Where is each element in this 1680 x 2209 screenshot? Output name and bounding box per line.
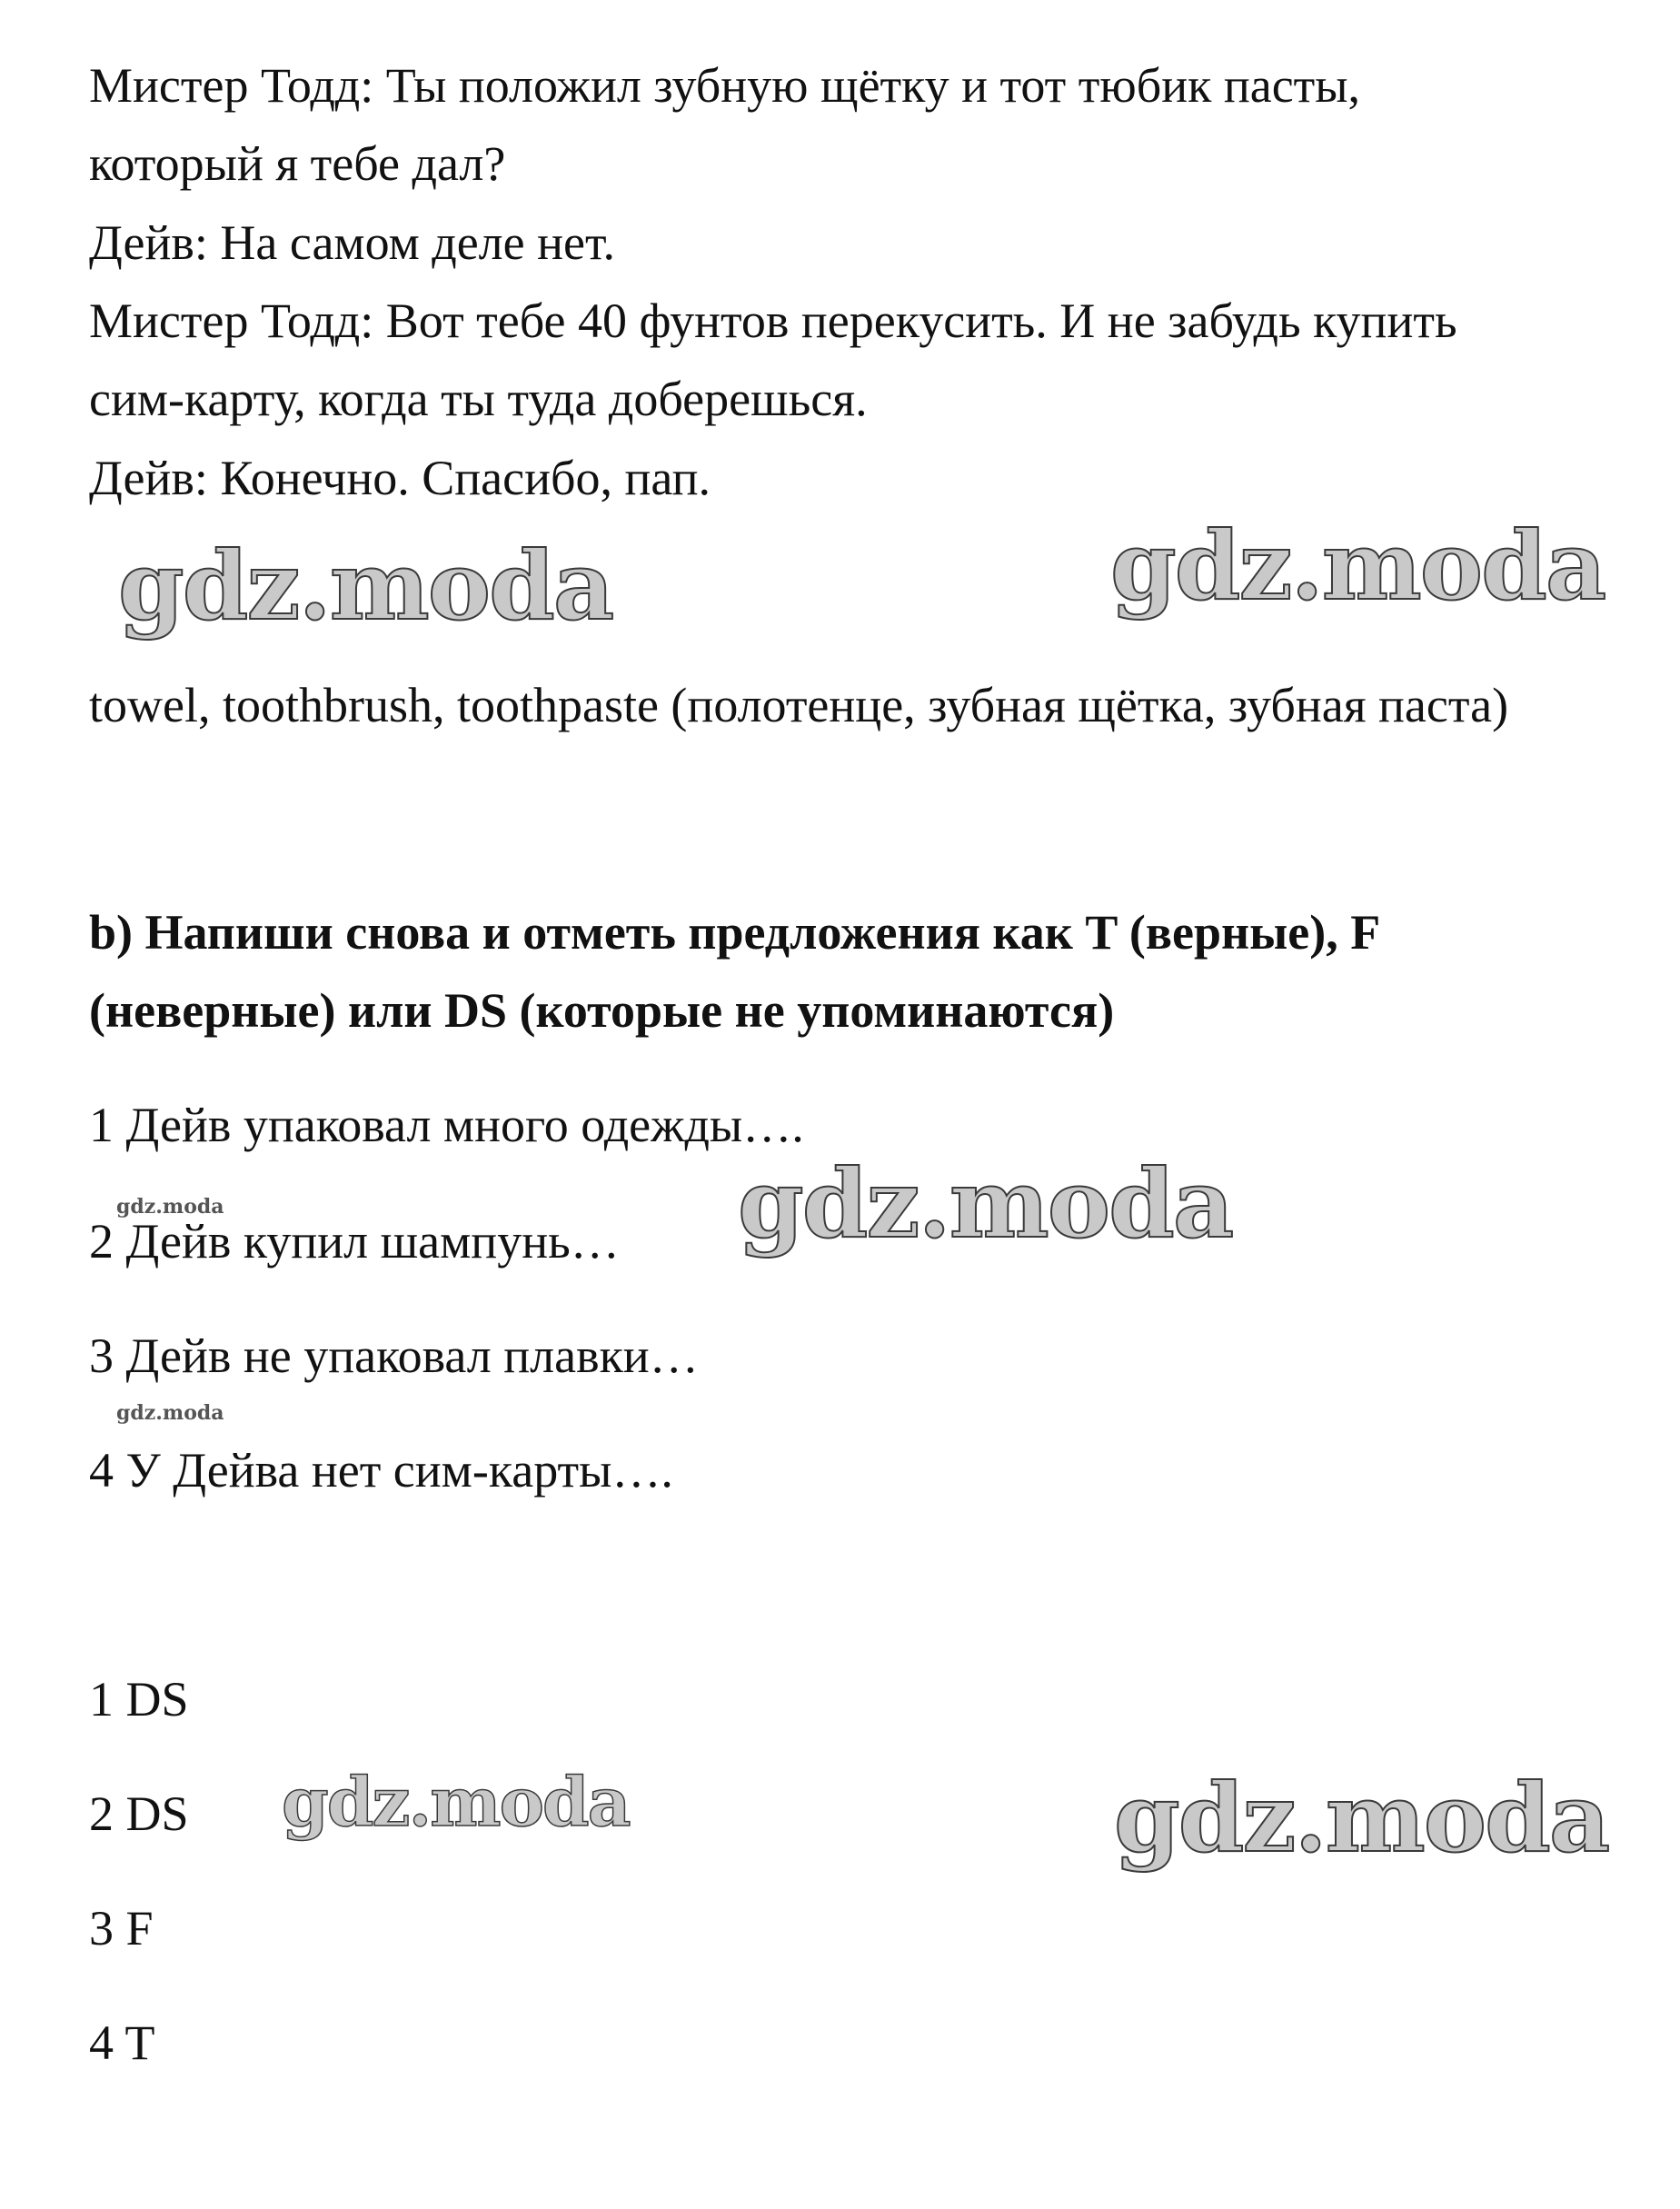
watermark-logo: gdz.moda — [738, 1148, 1233, 1259]
statement-3: 3 Дейв не упаковал плавки… — [89, 1328, 699, 1383]
task-b-heading-line-2: (неверные) или DS (которые не упоминаются) — [89, 983, 1115, 1038]
answer-b-3: 3 F — [89, 1901, 154, 1955]
statement-1: 1 Дейв упаковал много одежды…. — [89, 1098, 804, 1152]
statement-2: 2 Дейв купил шампунь… — [89, 1214, 620, 1269]
dialogue-line-5: сим-карту, когда ты туда доберешься. — [89, 372, 868, 426]
dialogue-line-6: Дейв: Конечно. Спасибо, пап. — [89, 451, 711, 505]
answer-b-2: 2 DS — [89, 1786, 189, 1841]
watermark-logo: gdz.moda — [118, 530, 613, 642]
answer-a: towel, toothbrush, toothpaste (полотенце, зубная щётка, зубная паста) — [89, 678, 1509, 732]
watermark-small: gdz.moda — [116, 1401, 224, 1425]
watermark-logo: gdz.moda — [1114, 1762, 1609, 1874]
dialogue-line-2: который я тебе дал? — [89, 136, 506, 191]
answer-b-4: 4 T — [89, 2015, 155, 2070]
dialogue-line-1: Мистер Тодд: Ты положил зубную щётку и тот тюбик пасты, — [89, 58, 1361, 113]
watermark-logo: gdz.moda — [282, 1764, 630, 1842]
task-b-heading-line-1: b) Напиши снова и отметь предложения как T (верные), F — [89, 905, 1381, 960]
dialogue-line-3: Дейв: На самом деле нет. — [89, 215, 615, 270]
statement-4: 4 У Дейва нет сим-карты…. — [89, 1443, 673, 1498]
watermark-small: gdz.moda — [116, 1195, 224, 1219]
watermark-logo: gdz.moda — [1110, 510, 1605, 622]
dialogue-line-4: Мистер Тодд: Вот тебе 40 фунтов перекусить. И не забудь купить — [89, 294, 1457, 348]
answer-b-1: 1 DS — [89, 1672, 189, 1726]
